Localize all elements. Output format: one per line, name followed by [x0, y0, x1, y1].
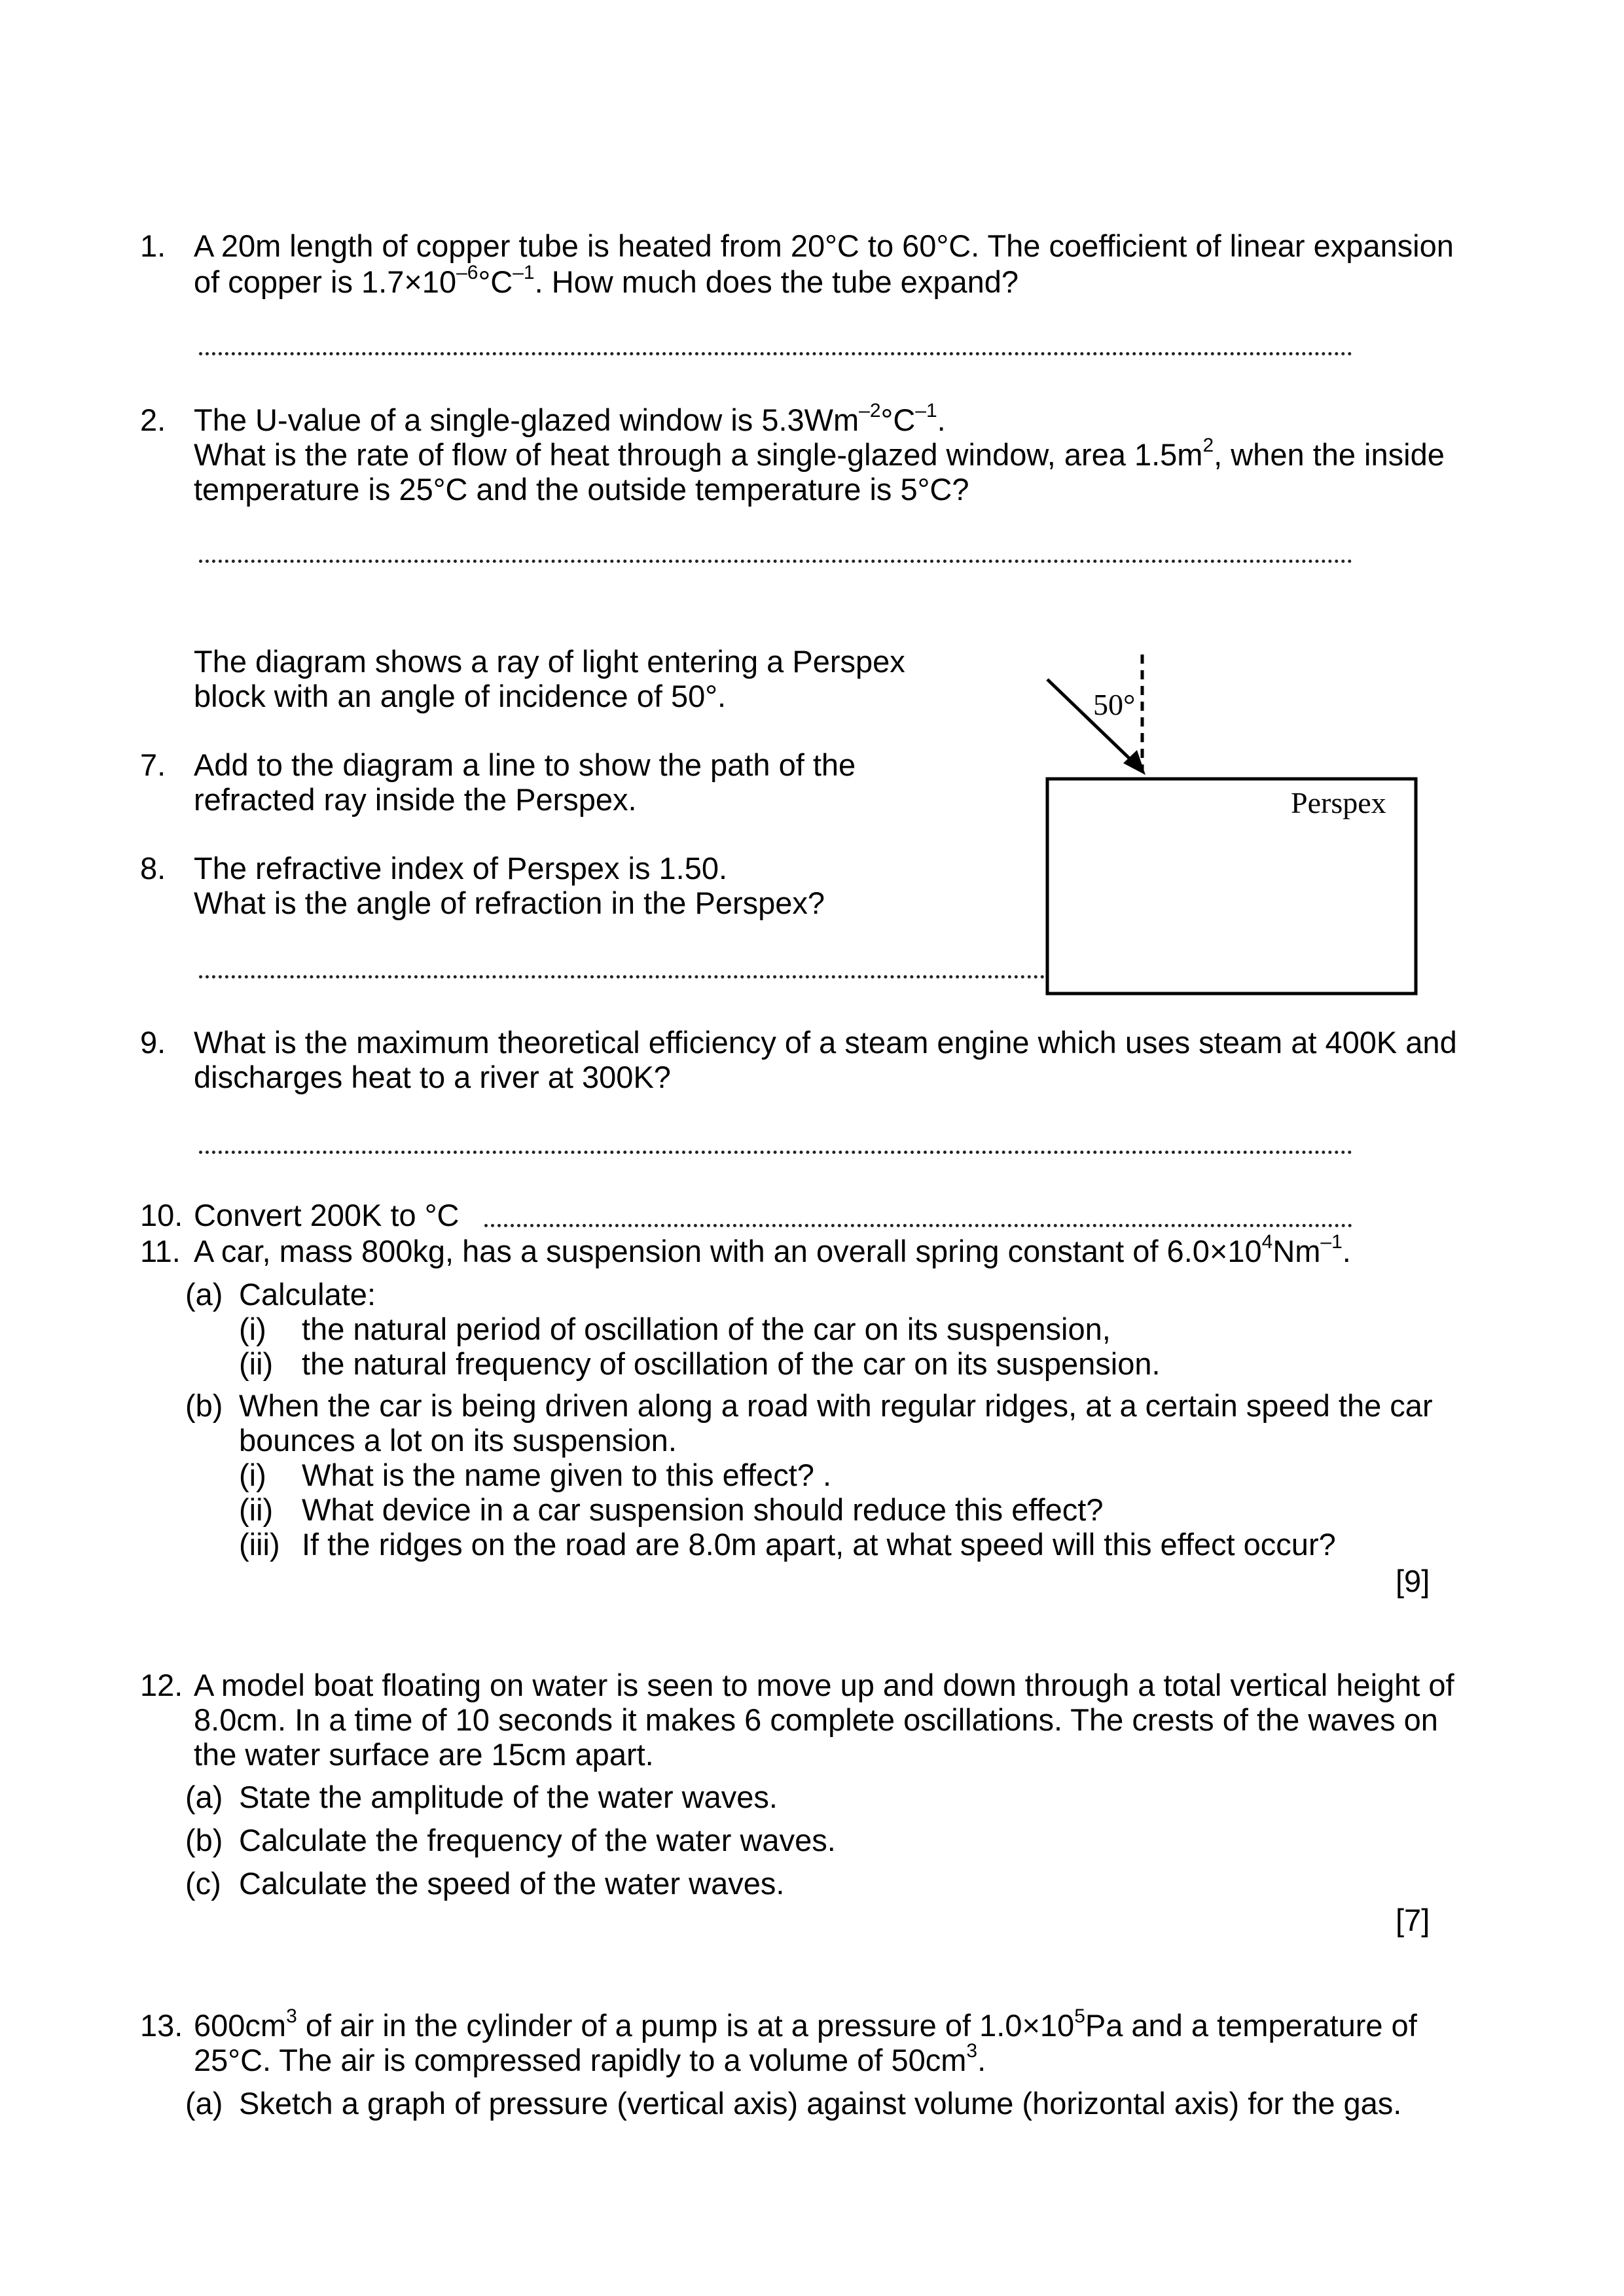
subpart-text: What is the name given to this effect? . — [302, 1458, 832, 1492]
part-text: State the amplitude of the water waves. — [239, 1780, 778, 1814]
part-label: (c) — [185, 1866, 221, 1901]
question-text-line: temperature is 25°C and the outside temperature is 5°C? — [194, 472, 969, 507]
subpart-text: If the ridges on the road are 8.0m apart, at what speed will this effect occur? — [302, 1527, 1336, 1562]
answer-line[interactable] — [199, 975, 1045, 978]
subpart-text: What device in a car suspension should reduce this effect? — [302, 1492, 1104, 1527]
question-text-line: What is the angle of refraction in the Perspex? — [194, 886, 825, 920]
question-text-line: 25°C. The air is compressed rapidly to a volume of $50cm^3$. — [194, 2040, 986, 2077]
question-text-line: The U-value of a single-glazed window is $5.3Wm^{-2}^\circ C^{-1}$. — [194, 400, 946, 437]
marks-label: [9] — [1396, 1564, 1430, 1598]
question-text-line: the water surface are 15cm apart. — [194, 1737, 654, 1772]
part-text: When the car is being driven along a road with regular ridges, at a certain speed the car — [239, 1388, 1433, 1423]
answer-line[interactable] — [484, 1224, 1352, 1227]
question-text-line: Convert 200K to °C — [194, 1198, 460, 1232]
perspex-label: Perspex — [1291, 786, 1386, 819]
subpart-text: the natural frequency of oscillation of the car on its suspension. — [302, 1346, 1161, 1381]
marks-label: [7] — [1396, 1903, 1430, 1937]
question-text-line: What is the rate of flow of heat through a single-glazed window, area $1.5m^2$, when the inside — [194, 435, 1445, 472]
part-text: Calculate the frequency of the water waves. — [239, 1823, 836, 1857]
question-number: 13. — [140, 2008, 183, 2043]
question-number: 9. — [140, 1025, 166, 1060]
answer-line[interactable] — [199, 560, 1352, 563]
subpart-label: (iii) — [239, 1527, 280, 1562]
part-text: bounces a lot on its suspension. — [239, 1423, 677, 1458]
part-label: (a) — [185, 1277, 223, 1312]
question-text-line: refracted ray inside the Perspex. — [194, 782, 637, 817]
part-label: (a) — [185, 2086, 223, 2121]
question-number: 12. — [140, 1668, 183, 1702]
question-text-line: The refractive index of Perspex is 1.50. — [194, 851, 728, 886]
question-text-line: A car, mass 800kg, has a suspension with an overall spring constant of $6.0\times 10^4Nm^{-1}$. — [194, 1231, 1351, 1268]
angle-label: 50° — [1093, 688, 1136, 721]
part-text: Calculate the speed of the water waves. — [239, 1866, 785, 1901]
question-text-line: $600cm^3$ of air in the cylinder of a pump is at a pressure of $1.0\times 10^5Pa$ and a temperature of — [194, 2005, 1417, 2043]
part-label: (b) — [185, 1388, 223, 1423]
subpart-text: the natural period of oscillation of the car on its suspension, — [302, 1312, 1111, 1346]
part-label: (a) — [185, 1780, 223, 1814]
diagram-intro-line: The diagram shows a ray of light entering a Perspex — [194, 644, 905, 679]
question-text-line: A 20m length of copper tube is heated from 20°C to 60°C. The coefficient of linear expansion — [194, 228, 1454, 263]
part-text: Sketch a graph of pressure (vertical axis) against volume (horizontal axis) for the gas. — [239, 2086, 1402, 2121]
question-number: 8. — [140, 851, 166, 886]
diagram-intro-line: block with an angle of incidence of 50°. — [194, 679, 727, 713]
question-number: 7. — [140, 747, 166, 782]
question-text-line: Add to the diagram a line to show the path of the — [194, 747, 856, 782]
answer-line[interactable] — [199, 1151, 1352, 1154]
subpart-label: (ii) — [239, 1492, 274, 1527]
refraction-diagram — [1034, 648, 1427, 1008]
subpart-label: (i) — [239, 1312, 266, 1346]
question-text-line: A model boat floating on water is seen to move up and down through a total vertical height of — [194, 1668, 1454, 1702]
question-number: 2. — [140, 403, 166, 437]
question-number: 11. — [140, 1234, 181, 1268]
question-text-line: discharges heat to a river at 300K? — [194, 1060, 671, 1094]
question-number: 10. — [140, 1198, 183, 1232]
question-text-line: 8.0cm. In a time of 10 seconds it makes 6 complete oscillations. The crests of the waves on — [194, 1702, 1438, 1737]
question-number: 1. — [140, 228, 166, 263]
part-label: (b) — [185, 1823, 223, 1857]
subpart-label: (i) — [239, 1458, 266, 1492]
question-text-line: of copper is $1.7\times 10^{-6}^\circ C^{-1}$. How much does the tube expand? — [194, 262, 1019, 299]
answer-line[interactable] — [199, 352, 1352, 355]
part-text: Calculate: — [239, 1277, 376, 1312]
question-text-line: What is the maximum theoretical efficiency of a steam engine which uses steam at 400K and — [194, 1025, 1457, 1060]
subpart-label: (ii) — [239, 1346, 274, 1381]
